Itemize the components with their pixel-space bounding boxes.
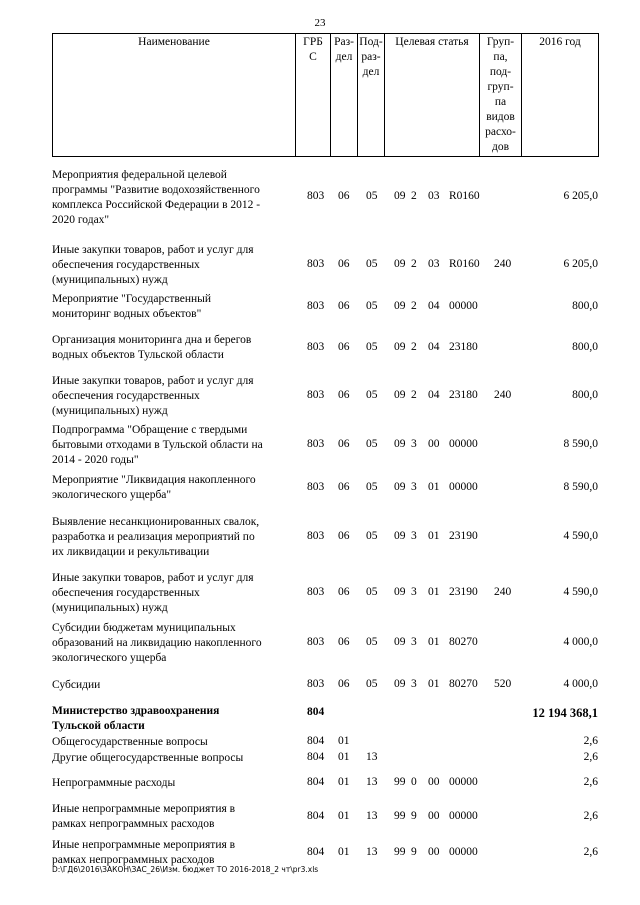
cell-vr: 240 (494, 586, 512, 598)
cell-a: 09 (394, 389, 406, 401)
header-podrazdel-line: дел (362, 66, 380, 78)
cell-b: 2 (411, 300, 417, 312)
row-name-line: бытовыми отходами в Тульской области на (52, 439, 263, 451)
cell-pr: 05 (366, 190, 378, 202)
cell-rz: 06 (338, 300, 350, 312)
row-name (52, 838, 302, 868)
cell-d: 00000 (449, 810, 478, 822)
cell-rz: 01 (338, 776, 350, 788)
cell-a: 99 (394, 810, 406, 822)
row-name-line: экологического ущерба" (52, 489, 172, 501)
cell-rz: 06 (338, 481, 350, 493)
row-name (52, 704, 302, 734)
row-name (52, 473, 302, 503)
row-name (52, 802, 302, 832)
cell-sum-2016: 4 000,0 (563, 636, 598, 648)
row-name-line: Общегосударственные вопросы (52, 736, 208, 748)
cell-a: 09 (394, 438, 406, 450)
cell-c: 01 (428, 481, 440, 493)
cell-pr: 05 (366, 678, 378, 690)
row-name-line: Иные закупки товаров, работ и услуг для (52, 244, 254, 256)
row-name (52, 374, 302, 419)
header-group-line: груп- (487, 81, 514, 93)
cell-d: 00000 (449, 481, 478, 493)
row-name-line: мониторинг водных объектов" (52, 308, 202, 320)
cell-rz: 06 (338, 678, 350, 690)
cell-grbs: 803 (307, 530, 325, 542)
cell-c: 01 (428, 530, 440, 542)
row-name (52, 751, 302, 766)
cell-grbs: 803 (307, 678, 325, 690)
row-name-line: разработка и реализация мероприятий по (52, 531, 255, 543)
row-name (52, 678, 302, 693)
cell-d: R0160 (449, 258, 480, 270)
cell-c: 04 (428, 300, 440, 312)
row-name-line: Мероприятия федеральной целевой (52, 169, 227, 181)
row-name (52, 621, 302, 666)
cell-a: 09 (394, 530, 406, 542)
cell-b: 2 (411, 389, 417, 401)
cell-grbs: 803 (307, 190, 325, 202)
cell-c: 00 (428, 810, 440, 822)
cell-sum-2016: 2,6 (583, 735, 598, 747)
cell-grbs: 803 (307, 300, 325, 312)
cell-c: 04 (428, 341, 440, 353)
cell-b: 0 (411, 776, 417, 788)
row-name-line: обеспечения государственных (52, 390, 200, 402)
cell-c: 01 (428, 636, 440, 648)
cell-a: 09 (394, 636, 406, 648)
header-year (521, 33, 599, 157)
cell-b: 9 (411, 846, 417, 858)
row-name-line: комплекса Российской Федерации в 2012 - (52, 199, 261, 211)
cell-sum-2016: 6 205,0 (563, 258, 598, 270)
cell-sum-2016: 2,6 (583, 810, 598, 822)
header-grbs (295, 33, 330, 157)
row-name-line: рамках непрограммных расходов (52, 854, 215, 866)
cell-a: 09 (394, 190, 406, 202)
cell-pr: 05 (366, 389, 378, 401)
cell-vr: 240 (494, 389, 512, 401)
cell-sum-2016: 6 205,0 (563, 190, 598, 202)
header-group-line: дов (491, 141, 510, 153)
cell-sum-2016: 8 590,0 (563, 438, 598, 450)
header-razdel-line: дел (335, 51, 353, 63)
row-name-line: Другие общегосударственные вопросы (52, 752, 244, 764)
header-grbs-line: С (309, 51, 317, 63)
cell-grbs: 804 (307, 776, 325, 788)
row-name-line: (муниципальных) нужд (52, 602, 168, 614)
cell-rz: 06 (338, 636, 350, 648)
header-group-line: расхо- (485, 126, 516, 138)
row-name-line: Субсидии (52, 679, 101, 691)
row-name-line: рамках непрограммных расходов (52, 818, 215, 830)
cell-d: 23180 (449, 389, 478, 401)
header-target (384, 33, 479, 157)
row-name-line: Выявление несанкционированных свалок, (52, 516, 260, 528)
cell-sum-2016: 800,0 (572, 389, 598, 401)
row-name-line: Организация мониторинга дна и берегов (52, 334, 252, 346)
cell-d: 00000 (449, 846, 478, 858)
cell-rz: 06 (338, 586, 350, 598)
cell-c: 04 (428, 389, 440, 401)
header-podrazdel (357, 33, 384, 157)
cell-c: 01 (428, 678, 440, 690)
cell-pr: 05 (366, 300, 378, 312)
cell-c: 00 (428, 776, 440, 788)
cell-pr: 13 (366, 846, 378, 858)
cell-b: 2 (411, 258, 417, 270)
header-group-line: Груп- (486, 36, 515, 48)
cell-sum-2016: 4 000,0 (563, 678, 598, 690)
cell-grbs: 804 (307, 810, 325, 822)
cell-pr: 13 (366, 810, 378, 822)
header-name (52, 33, 295, 157)
header-podrazdel-line: раз- (361, 51, 381, 63)
row-name-line: обеспечения государственных (52, 587, 200, 599)
header-grbs-line: ГРБ (303, 36, 323, 48)
cell-pr: 05 (366, 586, 378, 598)
cell-b: 2 (411, 190, 417, 202)
page-number: 23 (314, 17, 326, 29)
cell-pr: 05 (366, 481, 378, 493)
cell-rz: 01 (338, 846, 350, 858)
cell-rz: 06 (338, 341, 350, 353)
cell-b: 3 (411, 636, 417, 648)
row-name-line: Мероприятие "Ликвидация накопленного (52, 474, 256, 486)
cell-b: 3 (411, 586, 417, 598)
cell-grbs: 803 (307, 586, 325, 598)
cell-a: 09 (394, 341, 406, 353)
cell-grbs: 804 (307, 846, 325, 858)
cell-rz: 01 (338, 735, 350, 747)
header-group-line: па, (493, 51, 508, 63)
cell-sum-2016: 2,6 (583, 846, 598, 858)
row-name-line: экологического ущерба (52, 652, 167, 664)
cell-rz: 06 (338, 438, 350, 450)
cell-grbs: 803 (307, 636, 325, 648)
cell-rz: 01 (338, 751, 350, 763)
cell-c: 03 (428, 258, 440, 270)
cell-pr: 13 (366, 751, 378, 763)
cell-sum-2016: 4 590,0 (563, 586, 598, 598)
cell-rz: 06 (338, 530, 350, 542)
cell-d: 23190 (449, 586, 478, 598)
cell-grbs: 803 (307, 341, 325, 353)
row-name-line: Мероприятие "Государственный (52, 293, 212, 305)
header-razdel (330, 33, 357, 157)
row-name (52, 735, 302, 750)
cell-b: 3 (411, 438, 417, 450)
row-name-line: 2014 - 2020 годы" (52, 454, 139, 466)
cell-grbs: 803 (307, 438, 325, 450)
cell-pr: 05 (366, 258, 378, 270)
row-name-line: Иные закупки товаров, работ и услуг для (52, 572, 254, 584)
row-name-line: Иные непрограммные мероприятия в (52, 839, 236, 851)
cell-sum-2016: 4 590,0 (563, 530, 598, 542)
cell-b: 3 (411, 530, 417, 542)
cell-grbs: 804 (307, 706, 325, 718)
cell-pr: 05 (366, 341, 378, 353)
cell-c: 03 (428, 190, 440, 202)
cell-c: 00 (428, 846, 440, 858)
cell-pr: 05 (366, 438, 378, 450)
row-name-line: образований на ликвидацию накопленного (52, 637, 262, 649)
cell-a: 09 (394, 481, 406, 493)
header-year-label: 2016 год (539, 36, 581, 48)
cell-b: 2 (411, 341, 417, 353)
cell-d: 00000 (449, 776, 478, 788)
header-podrazdel-line: Под- (359, 36, 383, 48)
row-name (52, 515, 302, 560)
cell-vr: 240 (494, 258, 512, 270)
cell-sum-2016: 800,0 (572, 341, 598, 353)
row-name-line: программы "Развитие водохозяйственного (52, 184, 260, 196)
header-name-label: Наименование (138, 36, 210, 48)
cell-grbs: 804 (307, 735, 325, 747)
row-name-line: Субсидии бюджетам муниципальных (52, 622, 236, 634)
cell-b: 3 (411, 678, 417, 690)
header-group (479, 33, 521, 157)
row-name-line: водных объектов Тульской области (52, 349, 224, 361)
cell-rz: 06 (338, 190, 350, 202)
cell-a: 99 (394, 846, 406, 858)
cell-d: 23190 (449, 530, 478, 542)
cell-c: 01 (428, 586, 440, 598)
cell-vr: 520 (494, 678, 512, 690)
row-name-line: (муниципальных) нужд (52, 274, 168, 286)
row-name-line: 2020 годах" (52, 214, 110, 226)
cell-b: 3 (411, 481, 417, 493)
row-name-line: Непрограммные расходы (52, 777, 176, 789)
cell-d: 80270 (449, 678, 478, 690)
row-name-line: Тульской области (52, 720, 145, 732)
cell-d: 00000 (449, 300, 478, 312)
cell-grbs: 803 (307, 258, 325, 270)
row-name (52, 168, 302, 228)
row-name-line: Министерство здравоохранения (52, 705, 220, 717)
table-header (0, 33, 640, 157)
cell-sum-2016: 12 194 368,1 (532, 706, 598, 720)
row-name-line: (муниципальных) нужд (52, 405, 168, 417)
row-name-line: обеспечения государственных (52, 259, 200, 271)
header-group-line: па (494, 96, 507, 108)
cell-sum-2016: 8 590,0 (563, 481, 598, 493)
row-name-line: Иные непрограммные мероприятия в (52, 803, 236, 815)
cell-a: 09 (394, 678, 406, 690)
file-path-footer: D:\ГД6\2016\ЗАКОН\ЗАС_26\Изм. бюджет ТО 2016-2018_2 чт\pr3.xls (52, 865, 319, 874)
cell-sum-2016: 2,6 (583, 776, 598, 788)
cell-a: 99 (394, 776, 406, 788)
cell-pr: 05 (366, 530, 378, 542)
cell-c: 00 (428, 438, 440, 450)
row-name-line: Подпрограмма "Обращение с твердыми (52, 424, 248, 436)
row-name (52, 333, 302, 363)
cell-d: 80270 (449, 636, 478, 648)
cell-rz: 01 (338, 810, 350, 822)
header-razdel-line: Раз- (334, 36, 354, 48)
cell-pr: 13 (366, 776, 378, 788)
row-name (52, 292, 302, 322)
cell-b: 9 (411, 810, 417, 822)
cell-d: 23180 (449, 341, 478, 353)
cell-sum-2016: 800,0 (572, 300, 598, 312)
row-name-line: их ликвидации и рекультивации (52, 546, 210, 558)
cell-d: R0160 (449, 190, 480, 202)
header-target-label: Целевая статья (395, 36, 469, 48)
cell-grbs: 803 (307, 389, 325, 401)
header-group-line: под- (489, 66, 512, 78)
header-group-line: видов (486, 111, 515, 123)
cell-grbs: 804 (307, 751, 325, 763)
cell-d: 00000 (449, 438, 478, 450)
cell-sum-2016: 2,6 (583, 751, 598, 763)
cell-rz: 06 (338, 389, 350, 401)
cell-rz: 06 (338, 258, 350, 270)
cell-a: 09 (394, 586, 406, 598)
cell-grbs: 803 (307, 481, 325, 493)
row-name (52, 571, 302, 616)
cell-a: 09 (394, 300, 406, 312)
row-name (52, 776, 302, 791)
cell-pr: 05 (366, 636, 378, 648)
cell-a: 09 (394, 258, 406, 270)
row-name-line: Иные закупки товаров, работ и услуг для (52, 375, 254, 387)
row-name (52, 423, 302, 468)
row-name (52, 243, 302, 288)
